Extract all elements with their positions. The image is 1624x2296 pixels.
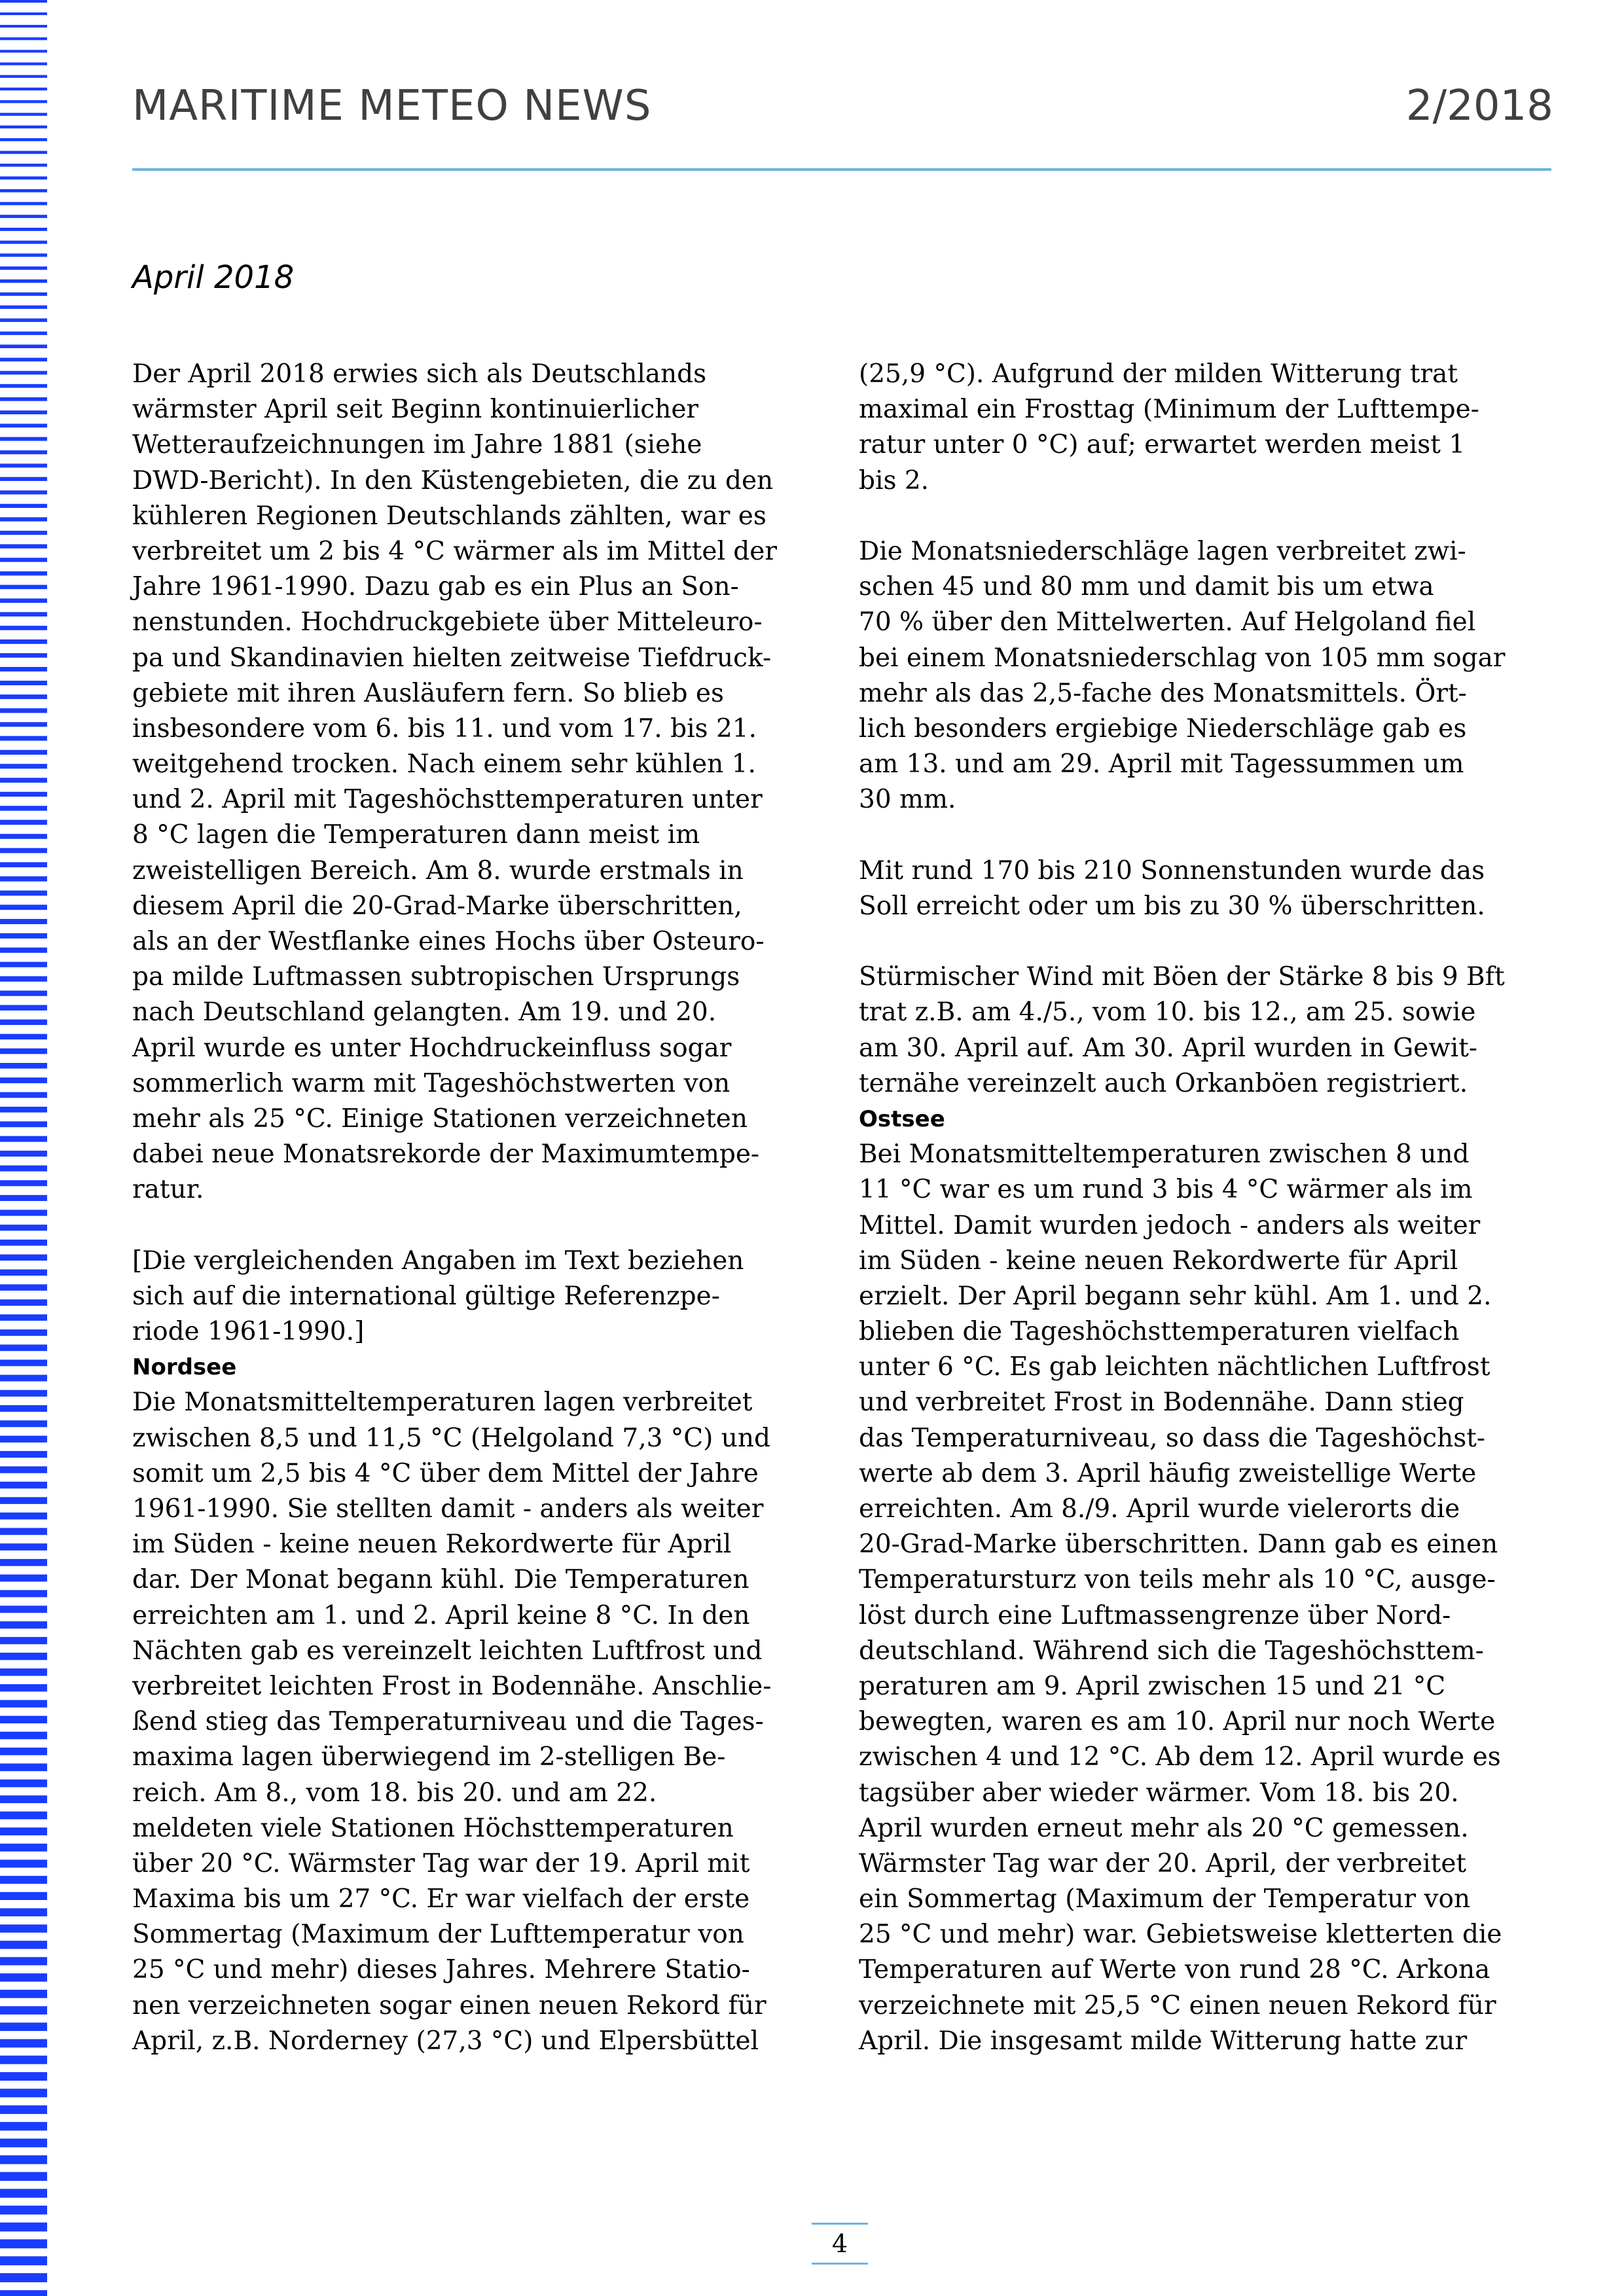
text-column-left [132, 357, 826, 2059]
stripe-bar [0, 736, 47, 741]
stripe-bar [0, 2290, 47, 2296]
text-line: werte ab dem 3. April häufig zweistellige Werte [859, 1458, 1477, 1488]
stripe-bar [0, 253, 47, 257]
stripe-bar [0, 2106, 47, 2114]
stripe-bar [0, 991, 47, 996]
stripe-bar [0, 667, 47, 672]
stripe-bar [0, 1092, 47, 1098]
stripe-bar [0, 1451, 47, 1458]
paragraph-gap [132, 1208, 826, 1244]
text-line: ratur unter 0 °C) auf; erwartet werden meist 1 [859, 430, 1466, 460]
stripe-bar [0, 1436, 47, 1443]
stripe-bar [0, 1543, 47, 1551]
stripe-bar [0, 1700, 47, 1707]
stripe-bar [0, 1255, 47, 1261]
text-line: maximal ein Frosttag (Minimum der Lufttempe- [859, 395, 1479, 425]
header-divider [132, 168, 1551, 171]
stripe-bar [0, 490, 47, 494]
stripe-bar [0, 25, 47, 27]
text-line: und verbreitet Frost in Bodennähe. Dann stieg [859, 1388, 1464, 1418]
stripe-bar [0, 177, 47, 180]
stripe-bar [0, 806, 47, 811]
stripe-bar [0, 1359, 47, 1366]
text-line: im Süden - keine neuen Rekordwerte für April [859, 1246, 1458, 1276]
text-line: gebiete mit ihren Ausläufern fern. So blieb es [132, 678, 724, 708]
text-line: Temperatursturz von teils mehr als 10 °C, ausge- [859, 1565, 1496, 1595]
stripe-bar [0, 1344, 47, 1351]
stripe-bar [0, 1909, 47, 1916]
stripe-bar [0, 1195, 47, 1201]
stripe-bar [0, 1684, 47, 1691]
stripe-bar [0, 1497, 47, 1504]
stripe-bar [0, 531, 47, 535]
stripe-bar [0, 1513, 47, 1520]
stripe-bar [0, 2273, 47, 2282]
stripe-bar [0, 88, 47, 90]
stripe-bar [0, 215, 47, 218]
text-line: riode 1961-1990.] [132, 1317, 365, 1347]
stripe-bar [0, 2089, 47, 2097]
stripe-bar [0, 1605, 47, 1613]
text-line: (25,9 °C). Aufgrund der milden Witterung trat [859, 359, 1458, 389]
text-line: pa und Skandinavien hielten zeitweise Tiefdruck- [132, 643, 772, 673]
stripe-bar [0, 371, 47, 375]
stripe-bar [0, 358, 47, 362]
text-line: unter 6 °C. Es gab leichten nächtlichen Luftfrost [859, 1352, 1490, 1382]
stripe-bar [0, 113, 47, 116]
text-line: kühleren Regionen Deutschlands zählten, war es [132, 501, 767, 531]
stripe-bar [0, 138, 47, 141]
stripe-bar [0, 1121, 47, 1127]
stripe-bar [0, 2139, 47, 2147]
stripe-bar [0, 1005, 47, 1011]
stripe-bar [0, 834, 47, 839]
stripe-bar [0, 1990, 47, 1998]
stripe-bar [0, 848, 47, 853]
text-line: peraturen am 9. April zwischen 15 und 21 °C [859, 1671, 1446, 1701]
stripe-bar [0, 100, 47, 103]
stripe-bar [0, 722, 47, 726]
text-line: löst durch eine Luftmassengrenze über Nord- [859, 1600, 1451, 1630]
stripe-bar [0, 1405, 47, 1412]
text-line: 70 % über den Mittelwerten. Auf Helgoland fiel [859, 607, 1476, 637]
text-line: nen verzeichneten sogar einen neuen Rekord für [132, 1990, 767, 2020]
stripe-bar [0, 1844, 47, 1852]
text-line: mehr als 25 °C. Einige Stationen verzeichneten [132, 1103, 748, 1134]
stripe-bar [0, 397, 47, 401]
stripe-bar [0, 279, 47, 283]
text-line: diesem April die 20-Grad-Marke überschritten, [132, 891, 742, 921]
stripe-bar [0, 1284, 47, 1291]
stripe-bar [0, 1375, 47, 1382]
stripe-bar [0, 626, 47, 630]
text-line: [Die vergleichenden Angaben im Text beziehen [132, 1246, 744, 1276]
stripe-bar [0, 437, 47, 441]
stripe-bar [0, 1299, 47, 1306]
stripe-bar [0, 1063, 47, 1069]
stripe-bar [0, 1166, 47, 1172]
stripe-bar [0, 639, 47, 644]
text-line: am 30. April auf. Am 30. April wurden in Gewit- [859, 1033, 1478, 1063]
text-line: blieben die Tageshöchsttemperaturen vielfach [859, 1317, 1460, 1347]
stripe-bar [0, 1390, 47, 1397]
text-line: Die Monatsmitteltemperaturen lagen verbreitet [132, 1388, 753, 1418]
stripe-bar [0, 1957, 47, 1965]
text-line: dabei neue Monatsrekorde der Maximumtempe- [132, 1139, 760, 1170]
stripe-bar [0, 1621, 47, 1628]
stripe-bar [0, 862, 47, 867]
stripe-bar [0, 1136, 47, 1142]
stripe-bar [0, 1225, 47, 1230]
stripe-bar [0, 1892, 47, 1900]
paragraph-gap [859, 817, 1553, 853]
stripe-bar [0, 750, 47, 755]
stripe-bar [0, 876, 47, 882]
stripe-bar [0, 1314, 47, 1321]
text-line: Jahre 1961-1990. Dazu gab es ein Plus an Son- [132, 572, 739, 602]
text-line: ein Sommertag (Maximum der Temperatur von [859, 1884, 1471, 1914]
stripe-bar [0, 37, 47, 40]
stripe-bar [0, 962, 47, 967]
paragraph-gap [859, 499, 1553, 534]
text-line: ratur. [132, 1175, 204, 1205]
stripe-bar [0, 164, 47, 167]
stripe-bar [0, 2239, 47, 2248]
text-column-right [859, 357, 1553, 2059]
text-line: erreichten am 1. und 2. April keine 8 °C. In den [132, 1600, 750, 1630]
text-line: April. Die insgesamt milde Witterung hatte zur [859, 2026, 1468, 2056]
text-line: Soll erreicht oder um bis zu 30 % überschritten. [859, 891, 1485, 921]
stripe-bar [0, 891, 47, 896]
text-line: nenstunden. Hochdruckgebiete über Mitteleuro- [132, 607, 763, 637]
stripe-bar [0, 1482, 47, 1489]
stripe-bar [0, 1668, 47, 1676]
text-line: erzielt. Der April begann sehr kühl. Am 1. und 2. [859, 1281, 1492, 1311]
decorative-stripe-border [0, 0, 47, 2296]
region-heading: Ostsee [859, 1105, 945, 1132]
text-line: erreichten. Am 8./9. April wurde vielerorts die [859, 1494, 1460, 1524]
text-line: maxima lagen überwiegend im 2-stelligen Be- [132, 1742, 726, 1772]
text-line: Bei Monatsmitteltemperaturen zwischen 8 und [859, 1139, 1470, 1170]
text-line: zweistelligen Bereich. Am 8. wurde erstmals in [132, 855, 744, 886]
text-line: am 13. und am 29. April mit Tagessummen um [859, 749, 1464, 780]
stripe-bar [0, 1763, 47, 1771]
text-line: verbreitet leichten Frost in Bodennähe. Anschlie- [132, 1671, 772, 1701]
stripe-bar [0, 1748, 47, 1755]
text-line: ternähe vereinzelt auch Orkanböen registriert. [859, 1068, 1468, 1098]
stripe-bar [0, 1466, 47, 1473]
stripe-bar [0, 12, 47, 15]
region-heading: Nordsee [132, 1354, 237, 1381]
text-line: schen 45 und 80 mm und damit bis um etwa [859, 572, 1434, 602]
stripe-bar [0, 2206, 47, 2215]
stripe-bar [0, 933, 47, 939]
stripe-bar [0, 306, 47, 309]
stripe-bar [0, 126, 47, 129]
stripe-bar [0, 50, 47, 52]
text-line: pa milde Luftmassen subtropischen Ursprungs [132, 962, 740, 992]
text-line: sich auf die international gültige Referenzpe- [132, 1281, 720, 1311]
stripe-bar [0, 1329, 47, 1336]
stripe-bar [0, 653, 47, 658]
stripe-bar [0, 1107, 47, 1113]
issue-number: 2/2018 [1405, 82, 1553, 130]
stripe-bar [0, 332, 47, 335]
text-line: Mittel. Damit wurden jedoch - anders als weiter [859, 1210, 1481, 1240]
stripe-bar [0, 571, 47, 576]
text-line: Temperaturen auf Werte von rund 28 °C. Arkona [859, 1955, 1490, 1985]
stripe-bar [0, 1732, 47, 1740]
paragraph-gap [859, 924, 1553, 960]
stripe-bar [0, 1180, 47, 1186]
article-title: April 2018 [132, 259, 295, 296]
text-line: trat z.B. am 4./5., vom 10. bis 12., am 25. sowie [859, 997, 1476, 1028]
text-line: zwischen 8,5 und 11,5 °C (Helgoland 7,3 °C) und [132, 1423, 770, 1453]
text-line: Sommertag (Maximum der Lufttemperatur von [132, 1920, 744, 1950]
text-line: Nächten gab es vereinzelt leichten Luftfrost und [132, 1636, 763, 1666]
text-line: Wärmster Tag war der 20. April, der verbreitet [859, 1848, 1467, 1878]
text-line: April, z.B. Norderney (27,3 °C) und Elpersbüttel [132, 2026, 759, 2056]
text-line: insbesondere vom 6. bis 11. und vom 17. bis 21. [132, 713, 757, 744]
stripe-bar [0, 62, 47, 65]
stripe-bar [0, 558, 47, 562]
page-number: 4 [812, 2223, 868, 2265]
text-line: Mit rund 170 bis 210 Sonnenstunden wurde das [859, 855, 1485, 886]
stripe-bar [0, 1420, 47, 1427]
stripe-bar [0, 681, 47, 685]
text-line: bei einem Monatsniederschlag von 105 mm sogar [859, 643, 1506, 673]
text-line: Die Monatsniederschläge lagen verbreitet zwi- [859, 536, 1466, 566]
text-line: deutschland. Während sich die Tageshöchsttem- [859, 1636, 1484, 1666]
stripe-bar [0, 517, 47, 521]
text-line: April wurden erneut mehr als 20 °C gemessen. [859, 1813, 1469, 1843]
stripe-bar [0, 463, 47, 467]
stripe-bar [0, 598, 47, 603]
stripe-bar [0, 2172, 47, 2181]
stripe-bar [0, 764, 47, 768]
stripe-pattern [0, 0, 47, 2296]
stripe-bar [0, 1528, 47, 1535]
text-line: und 2. April mit Tageshöchsttemperaturen unter [132, 785, 763, 815]
stripe-bar [0, 708, 47, 713]
stripe-bar [0, 905, 47, 910]
text-line: 1961-1990. Sie stellten damit - anders als weiter [132, 1494, 764, 1524]
stripe-bar [0, 228, 47, 231]
stripe-bar [0, 384, 47, 388]
stripe-bar [0, 410, 47, 414]
text-line: ßend stieg das Temperaturniveau und die Tages- [132, 1707, 764, 1737]
stripe-bar [0, 1270, 47, 1276]
stripe-bar [0, 2155, 47, 2164]
stripe-bar [0, 1240, 47, 1246]
text-line: zwischen 4 und 12 °C. Ab dem 12. April wurde es [859, 1742, 1501, 1772]
text-line: das Temperaturniveau, so dass die Tageshöchst- [859, 1423, 1486, 1453]
stripe-bar [0, 504, 47, 508]
stripe-bar [0, 792, 47, 797]
stripe-bar [0, 1941, 47, 1949]
text-line: bis 2. [859, 465, 929, 495]
text-line: somit um 2,5 bis 4 °C über dem Mittel der Jahre [132, 1458, 759, 1488]
text-line: April wurde es unter Hochdruckeinfluss sogar [132, 1033, 732, 1063]
stripe-bar [0, 612, 47, 617]
stripe-bar [0, 1077, 47, 1083]
text-line: lich besonders ergiebige Niederschläge gab es [859, 713, 1467, 744]
text-line: Maxima bis um 27 °C. Er war vielfach der erste [132, 1884, 750, 1914]
stripe-bar [0, 2072, 47, 2081]
stripe-bar [0, 1653, 47, 1660]
stripe-bar [0, 1973, 47, 1982]
stripe-bar [0, 1590, 47, 1597]
stripe-bar [0, 189, 47, 192]
text-line: Wetteraufzeichnungen im Jahre 1881 (siehe [132, 430, 702, 460]
stripe-bar [0, 1876, 47, 1884]
stripe-bar [0, 202, 47, 206]
stripe-bar [0, 2223, 47, 2232]
stripe-bar [0, 2022, 47, 2031]
stripe-bar [0, 0, 47, 3]
stripe-bar [0, 1795, 47, 1803]
stripe-bar [0, 1034, 47, 1040]
stripe-bar [0, 2256, 47, 2265]
stripe-bar [0, 778, 47, 782]
text-line: tagsüber aber wieder wärmer. Vom 18. bis 20. [859, 1778, 1459, 1808]
stripe-bar [0, 1559, 47, 1566]
stripe-bar [0, 2189, 47, 2198]
stripe-bar [0, 1210, 47, 1215]
stripe-bar [0, 75, 47, 78]
text-line: DWD-Bericht). In den Küstengebieten, die zu den [132, 465, 774, 495]
text-line: als an der Westflanke eines Hochs über Osteuro- [132, 927, 765, 956]
stripe-bar [0, 1780, 47, 1787]
stripe-bar [0, 1924, 47, 1932]
stripe-bar [0, 2006, 47, 2015]
stripe-bar [0, 293, 47, 296]
text-line: dar. Der Monat begann kühl. Die Temperaturen [132, 1565, 749, 1595]
stripe-bar [0, 1716, 47, 1724]
text-line: 25 °C und mehr) war. Gebietsweise kletterten die [859, 1920, 1502, 1950]
stripe-bar [0, 977, 47, 982]
stripe-bar [0, 1859, 47, 1867]
stripe-bar [0, 1151, 47, 1157]
stripe-bar [0, 545, 47, 548]
text-line: sommerlich warm mit Tageshöchstwerten von [132, 1068, 731, 1098]
stripe-bar [0, 151, 47, 154]
stripe-bar [0, 1575, 47, 1582]
text-line: Der April 2018 erwies sich als Deutschlands [132, 359, 707, 389]
text-line: 11 °C war es um rund 3 bis 4 °C wärmer als im [859, 1175, 1473, 1205]
stripe-bar [0, 1020, 47, 1025]
stripe-bar [0, 450, 47, 454]
text-line: verbreitet um 2 bis 4 °C wärmer als im Mittel der [132, 536, 777, 566]
stripe-bar [0, 948, 47, 953]
stripe-bar [0, 694, 47, 699]
text-line: 25 °C und mehr) dieses Jahres. Mehrere Statio- [132, 1955, 750, 1985]
text-line: Stürmischer Wind mit Böen der Stärke 8 bis 9 Bft [859, 962, 1505, 992]
text-line: wärmster April seit Beginn kontinuierlicher [132, 395, 699, 425]
text-line: mehr als das 2,5-fache des Monatsmittels. Ört- [859, 678, 1467, 708]
stripe-bar [0, 477, 47, 481]
stripe-bar [0, 1637, 47, 1644]
text-line: 20-Grad-Marke überschritten. Dann gab es einen [859, 1530, 1498, 1560]
text-line: über 20 °C. Wärmster Tag war der 19. April mit [132, 1848, 750, 1878]
stripe-bar [0, 266, 47, 270]
text-line: bewegten, waren es am 10. April nur noch Werte [859, 1707, 1496, 1737]
newsletter-title: MARITIME METEO NEWS [132, 82, 652, 130]
stripe-bar [0, 241, 47, 244]
stripe-bar [0, 319, 47, 322]
text-line: nach Deutschland gelangten. Am 19. und 20. [132, 997, 717, 1028]
stripe-bar [0, 2039, 47, 2048]
stripe-bar [0, 820, 47, 825]
text-line: meldeten viele Stationen Höchsttemperaturen [132, 1813, 734, 1843]
text-line: reich. Am 8., vom 18. bis 20. und am 22. [132, 1778, 657, 1808]
stripe-bar [0, 423, 47, 427]
text-line: verzeichnete mit 25,5 °C einen neuen Rekord für [859, 1990, 1496, 2020]
stripe-bar [0, 1827, 47, 1835]
text-line: 8 °C lagen die Temperaturen dann meist im [132, 820, 700, 850]
stripe-bar [0, 1812, 47, 1820]
stripe-bar [0, 585, 47, 590]
text-line: im Süden - keine neuen Rekordwerte für April [132, 1530, 732, 1560]
stripe-bar [0, 2122, 47, 2130]
stripe-bar [0, 919, 47, 924]
text-line: weitgehend trocken. Nach einem sehr kühlen 1. [132, 749, 756, 780]
stripe-bar [0, 2056, 47, 2064]
text-line: 30 mm. [859, 785, 956, 815]
stripe-bar [0, 345, 47, 349]
stripe-bar [0, 1049, 47, 1054]
